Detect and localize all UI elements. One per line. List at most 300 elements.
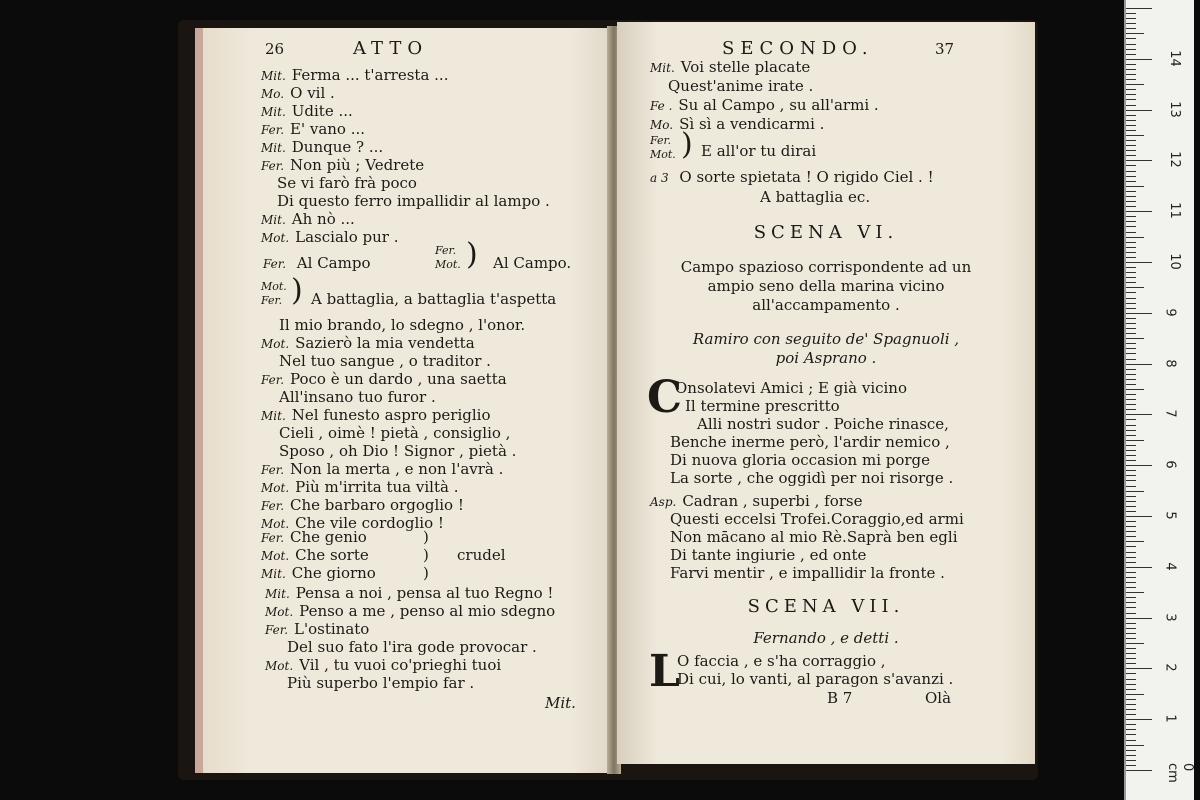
left-page-number: 26 (265, 40, 285, 58)
scale-ruler (1124, 0, 1194, 800)
ruler-tick (1126, 343, 1136, 344)
ruler-tick (1126, 8, 1152, 9)
ruler-tick (1126, 359, 1136, 360)
ruler-label: 9 (1162, 308, 1178, 317)
speaker: Mit. (265, 587, 290, 601)
verse-text: Il mio brando, lo sdegno , l'onor. (279, 316, 526, 334)
ruler-tick (1126, 465, 1152, 466)
speaker: Fer. (261, 373, 285, 387)
right-catchword: Olà (925, 689, 952, 707)
ruler-tick (1126, 262, 1152, 263)
ruler-label: 13 (1166, 100, 1182, 118)
verse-line: Campo spazioso corrispondente ad un (680, 258, 972, 276)
ruler-tick (1126, 577, 1136, 578)
verse-line (287, 638, 537, 656)
verse-line (265, 620, 369, 639)
ruler-tick (1126, 64, 1136, 65)
ruler-tick (1126, 232, 1136, 233)
ruler-tick (1126, 369, 1136, 370)
verse-line (261, 120, 365, 139)
ruler-tick (1126, 613, 1136, 614)
ruler-tick (1126, 496, 1136, 497)
ruler-tick (1126, 165, 1136, 166)
ruler-tick (1126, 99, 1136, 100)
ruler-tick (1126, 74, 1136, 75)
ruler-tick (1126, 562, 1136, 563)
ruler-tick (1126, 430, 1136, 431)
ruler-tick (1126, 303, 1136, 304)
speaker: Mo. (261, 87, 285, 101)
ruler-label: 6 (1162, 460, 1178, 469)
ruler-tick (1126, 724, 1136, 725)
verse-line (261, 406, 491, 425)
speaker: Mot. (261, 481, 290, 495)
ruler-tick (1126, 105, 1136, 106)
ruler-tick (1126, 145, 1136, 146)
ruler-tick (1126, 638, 1136, 639)
verse-text: L'ostinato (294, 620, 370, 638)
verse-line: all'accampamento . (752, 296, 900, 314)
verse-line (279, 442, 516, 460)
verse-line (265, 656, 501, 675)
brace: ) (681, 127, 693, 162)
verse-text: Cieli , oimè ! pietà , consiglio , (279, 424, 511, 442)
ruler-tick (1126, 435, 1136, 436)
verse-line (670, 546, 866, 564)
speaker: Mit. (261, 213, 286, 227)
ruler-label: 11 (1166, 202, 1182, 219)
ruler-tick (1126, 308, 1136, 309)
ruler-label: 3 (1162, 612, 1178, 622)
ruler-tick (1126, 628, 1136, 629)
ruler-tick (1126, 115, 1136, 116)
ruler-tick (1126, 506, 1136, 507)
duet1-text-b: Al Campo. (493, 254, 572, 272)
verse-line: Di nuova gloria occasion mi porge (670, 451, 931, 469)
right-page (617, 22, 1035, 764)
ruler-tick (1126, 486, 1136, 487)
ruler-tick (1126, 201, 1136, 202)
ruler-tick (1126, 419, 1136, 420)
ruler-tick (1126, 155, 1136, 156)
speaker: Fer. (261, 499, 285, 513)
ruler-tick (1126, 607, 1136, 608)
speaker: Mot. (261, 549, 290, 563)
verse-line (261, 528, 367, 547)
ruler-tick (1126, 237, 1144, 238)
verse-text: Nel funesto aspro periglio (291, 406, 491, 424)
ruler-tick (1126, 338, 1144, 339)
verse-text: Lascialo pur . (295, 228, 399, 246)
ruler-tick (1126, 257, 1136, 258)
verse-text: Sì sì a vendicarmi . (679, 115, 825, 133)
ruler-tick (1126, 572, 1136, 573)
ruler-tick (1126, 176, 1136, 177)
ruler-tick (1126, 450, 1136, 451)
ruler-tick (1126, 226, 1136, 227)
ruler-tick (1126, 541, 1144, 542)
ruler-label: 2 (1162, 663, 1178, 673)
ruler-tick (1126, 689, 1136, 690)
ruler-tick (1126, 602, 1136, 603)
ruler-tick (1126, 491, 1144, 492)
ruler-tick (1126, 587, 1136, 588)
ruler-tick (1126, 409, 1136, 410)
ruler-tick (1126, 353, 1136, 354)
ruler-tick (1126, 684, 1136, 685)
ruler-tick (1126, 709, 1136, 710)
ruler-label: 4 (1162, 562, 1178, 571)
verse-line (650, 115, 824, 134)
verse-text: O sorte spietata ! O rigido Ciel . ! (679, 168, 934, 186)
speaker: Fer. (650, 134, 672, 147)
speaker: Mit. (261, 409, 286, 423)
verse-line (277, 192, 550, 210)
ruler-tick (1126, 318, 1136, 319)
verse-text: Voi stelle placate (680, 58, 811, 76)
speaker: Fer. (261, 159, 285, 173)
speaker: a 3 (650, 171, 669, 185)
drop-cap: L (649, 646, 680, 697)
ruler-tick (1126, 125, 1136, 126)
verse-text: Di questo ferro impallidir al lampo . (277, 192, 550, 210)
verse-text: Al Campo (296, 254, 371, 272)
verse-line (261, 102, 353, 121)
ruler-tick (1126, 765, 1136, 766)
verse-text: Di tante ingiurie , ed onte (670, 546, 867, 564)
ruler-tick (1126, 633, 1136, 634)
verse-text: All'insano tuo furor . (279, 388, 436, 406)
ruler-tick (1126, 379, 1136, 380)
duet-speakers (650, 134, 676, 162)
left-page (195, 28, 621, 773)
ruler-tick (1126, 521, 1136, 522)
verse-line (265, 602, 555, 621)
ruler-tick (1126, 277, 1136, 278)
ruler-tick (1126, 557, 1136, 558)
verse-text: Sazierò la mia vendetta (295, 334, 475, 352)
ruler-label: 8 (1162, 358, 1178, 368)
ruler-tick (1126, 714, 1136, 715)
ruler-tick (1126, 740, 1136, 741)
ruler-tick (1126, 399, 1136, 400)
speaker: Mot. (435, 258, 461, 271)
duet2-text: A battaglia, a battaglia t'aspetta (311, 290, 557, 308)
ruler-tick (1126, 323, 1136, 324)
speaker: Fer. (263, 257, 287, 271)
ruler-tick (1126, 658, 1136, 659)
a3-continuation: A battaglia ec. (760, 188, 871, 206)
scene-6-title: SCENA VI. (753, 222, 899, 243)
ruler-tick (1126, 699, 1136, 700)
verse-line: Onsolatevi Amici ; E già vicino (675, 379, 908, 397)
verse-text: Pensa a noi , pensa al tuo Regno ! (295, 584, 554, 602)
verse-text: Udite ... (291, 102, 353, 120)
ruler-tick (1126, 592, 1144, 593)
ruler-tick (1126, 663, 1136, 664)
verse-text: Ah nò ... (291, 210, 355, 228)
trio-shared: crudel (457, 546, 506, 564)
ruler-tick (1126, 313, 1152, 314)
ruler-tick (1126, 404, 1136, 405)
verse-text: Su al Campo , su all'armi . (678, 96, 879, 114)
ruler-tick (1126, 480, 1136, 481)
ruler-tick (1126, 130, 1136, 131)
ruler-tick (1126, 501, 1136, 502)
verse-line (287, 674, 474, 692)
ruler-label: 5 (1162, 511, 1178, 520)
ruler-tick (1126, 33, 1144, 34)
ruler-tick (1126, 191, 1136, 192)
verse-line (261, 156, 424, 175)
verse-line (265, 584, 553, 603)
speaker: Asp. (650, 495, 677, 509)
verse-line (650, 96, 879, 115)
verse-line (650, 492, 862, 511)
verse-line (261, 66, 448, 85)
verse-line: Benche inerme però, l'ardir nemico , (670, 433, 950, 451)
ruler-tick (1126, 455, 1136, 456)
verse-line (279, 388, 436, 406)
verse-line: Alli nostri sudor . Poiche rinasce, (697, 415, 949, 433)
ruler-tick (1126, 643, 1144, 644)
ruler-tick (1126, 526, 1136, 527)
left-running-head: ATTO (353, 38, 429, 59)
ruler-tick (1126, 89, 1136, 90)
ruler-tick (1126, 729, 1136, 730)
verse-line (261, 478, 458, 497)
ruler-tick (1126, 282, 1136, 283)
brace: ) (423, 564, 429, 582)
brace: ) (423, 546, 429, 564)
ruler-tick (1126, 755, 1136, 756)
ruler-tick (1126, 298, 1136, 299)
speaker: Mot. (261, 231, 290, 245)
speaker: Fer. (435, 244, 457, 257)
verse-text: Nel tuo sangue , o traditor . (279, 352, 491, 370)
ruler-tick (1126, 364, 1152, 365)
brace: ) (423, 528, 429, 546)
ruler-tick (1126, 84, 1144, 85)
ruler-tick (1126, 94, 1136, 95)
verse-text: Ferma ... t'arresta ... (291, 66, 449, 84)
verse-line (279, 352, 491, 370)
duet-text: E all'or tu dirai (701, 142, 817, 160)
ruler-tick (1126, 516, 1152, 517)
speaker: Mot. (265, 605, 294, 619)
ruler-tick (1126, 719, 1152, 720)
ruler-tick (1126, 44, 1136, 45)
ruler-tick (1126, 531, 1136, 532)
speaker: Mot. (261, 337, 290, 351)
ruler-tick (1126, 750, 1136, 751)
verse-line: Il termine prescritto (685, 397, 840, 415)
ruler-label: 14 (1166, 50, 1182, 67)
ruler-label: 0 cm (1165, 763, 1195, 783)
ruler-tick (1126, 252, 1136, 253)
speaker: Mot. (265, 659, 294, 673)
brace: ) (466, 237, 478, 272)
ruler-tick (1126, 623, 1136, 624)
ruler-tick (1126, 770, 1152, 771)
verse-text: Che genio (290, 528, 367, 546)
verse-line (261, 228, 398, 247)
verse-text: Non la merta , e non l'avrà . (290, 460, 504, 478)
ruler-tick (1126, 460, 1136, 461)
ruler-tick (1126, 242, 1136, 243)
verse-text: Del suo fato l'ira gode provocar . (287, 638, 537, 656)
ruler-tick (1126, 694, 1144, 695)
ruler-tick (1126, 216, 1136, 217)
speaker: Fer. (261, 463, 285, 477)
ruler-tick (1126, 171, 1136, 172)
verse-line (261, 84, 335, 103)
verse-text: Sposo , oh Dio ! Signor , pietà . (279, 442, 517, 460)
speaker: Mot. (261, 280, 287, 293)
ruler-tick (1126, 79, 1136, 80)
verse-text: Quest'anime irate . (668, 77, 814, 95)
verse-text: Farvi mentir , e impallidir la fronte . (670, 564, 945, 582)
ruler-tick (1126, 28, 1136, 29)
speaker: Mot. (261, 517, 290, 531)
ruler-tick (1126, 181, 1136, 182)
verse-text: Non più ; Vedrete (290, 156, 425, 174)
ruler-tick (1126, 389, 1144, 390)
verse-text: Che giorno (291, 564, 376, 582)
verse-line: Ramiro con seguito de' Spagnuoli , (692, 330, 960, 348)
brace: ) (291, 273, 303, 308)
ruler-tick (1126, 186, 1144, 187)
ruler-tick (1126, 470, 1136, 471)
verse-line: La sorte , che oggidì per noi risorge . (670, 469, 954, 487)
ruler-tick (1126, 668, 1152, 669)
verse-line (279, 316, 525, 334)
ruler-tick (1126, 267, 1136, 268)
ruler-tick (1126, 18, 1136, 19)
ruler-label: 12 (1166, 151, 1182, 169)
duet1-speakers (435, 244, 461, 272)
ruler-tick (1126, 546, 1136, 547)
ruler-tick (1126, 110, 1152, 111)
ruler-tick (1126, 196, 1136, 197)
ruler-label: 7 (1162, 409, 1178, 419)
verse-line (277, 174, 417, 192)
ruler-tick (1126, 618, 1152, 619)
ruler-tick (1126, 582, 1136, 583)
verse-text: Cadran , superbi , forse (682, 492, 863, 510)
ruler-tick (1126, 511, 1136, 512)
drop-cap: C (647, 372, 683, 423)
verse-text: Vil , tu vuoi co'prieghi tuoi (299, 656, 502, 674)
verse-line: poi Asprano . (775, 349, 877, 367)
speaker: Mit. (261, 141, 286, 155)
verse-line: O faccia , e s'ha corraggio , (677, 652, 886, 670)
verse-line (650, 58, 810, 77)
duet2-speakers (261, 280, 287, 308)
verse-text: Penso a me , penso al mio sdegno (299, 602, 556, 620)
ruler-tick (1126, 23, 1136, 24)
verse-line (261, 496, 464, 515)
ruler-tick (1126, 140, 1136, 141)
speaker: Mit. (261, 105, 286, 119)
verse-line (279, 424, 510, 442)
speaker: Mo. (650, 118, 674, 132)
left-catchword: Mit. (545, 694, 576, 712)
ruler-tick (1126, 425, 1136, 426)
ruler-tick (1126, 59, 1152, 60)
ruler-tick (1126, 567, 1152, 568)
verse-line (261, 460, 503, 479)
verse-text: Poco è un dardo , una saetta (290, 370, 507, 388)
ruler-tick (1126, 440, 1144, 441)
ruler-tick (1126, 673, 1136, 674)
speaker: Mit. (261, 69, 286, 83)
verse-line (668, 77, 813, 95)
ruler-tick (1126, 333, 1136, 334)
ruler-tick (1126, 135, 1144, 136)
verse-line: Di cui, lo vanti, al paragon s'avanzi . (677, 670, 954, 688)
verse-text: Più m'irrita tua viltà . (295, 478, 459, 496)
verse-text: Che vile cordoglio ! (295, 514, 444, 532)
verse-text: O vil . (290, 84, 335, 102)
ruler-tick (1126, 287, 1144, 288)
verse-line (261, 138, 383, 157)
verse-text: Se vi farò frà poco (277, 174, 417, 192)
ruler-tick (1126, 206, 1136, 207)
ruler-tick (1126, 536, 1136, 537)
speaker: Mit. (261, 567, 286, 581)
ruler-tick (1126, 49, 1136, 50)
ruler-tick (1126, 211, 1152, 212)
ruler-tick (1126, 348, 1136, 349)
ruler-tick (1126, 374, 1136, 375)
verse-text: Questi eccelsi Trofei.Coraggio,ed armi (670, 510, 964, 528)
ruler-tick (1126, 120, 1136, 121)
ruler-tick (1126, 394, 1136, 395)
ruler-tick (1126, 328, 1136, 329)
scene-7-persons: Fernando , e detti . (753, 629, 899, 647)
signature-mark: B 7 (827, 689, 853, 707)
verse-text: Non mācano al mio Rè.Saprà ben egli (670, 528, 958, 546)
ruler-tick (1126, 150, 1136, 151)
speaker: Mot. (650, 148, 676, 161)
verse-text: Che sorte (295, 546, 369, 564)
ruler-tick (1126, 648, 1136, 649)
ruler-tick (1126, 475, 1136, 476)
verse-line (670, 510, 964, 528)
right-page-number: 37 (935, 40, 955, 58)
verse-line (261, 564, 376, 583)
ruler-tick (1126, 445, 1136, 446)
ruler-tick (1126, 552, 1136, 553)
verse-text: Dunque ? ... (291, 138, 384, 156)
speaker: Fer. (265, 623, 289, 637)
ruler-tick (1126, 597, 1136, 598)
ruler-tick (1126, 704, 1136, 705)
ruler-tick (1126, 272, 1136, 273)
verse-line (261, 546, 369, 565)
ruler-tick (1126, 292, 1136, 293)
speaker: Fer. (261, 123, 285, 137)
verse-line (670, 564, 945, 582)
verse-line (670, 528, 958, 546)
ruler-tick (1126, 247, 1136, 248)
ruler-tick (1126, 414, 1152, 415)
a3-line (650, 168, 934, 187)
verse-text: Che barbaro orgoglio ! (290, 496, 464, 514)
verse-line (261, 334, 475, 353)
verse-text: E' vano ... (290, 120, 366, 138)
